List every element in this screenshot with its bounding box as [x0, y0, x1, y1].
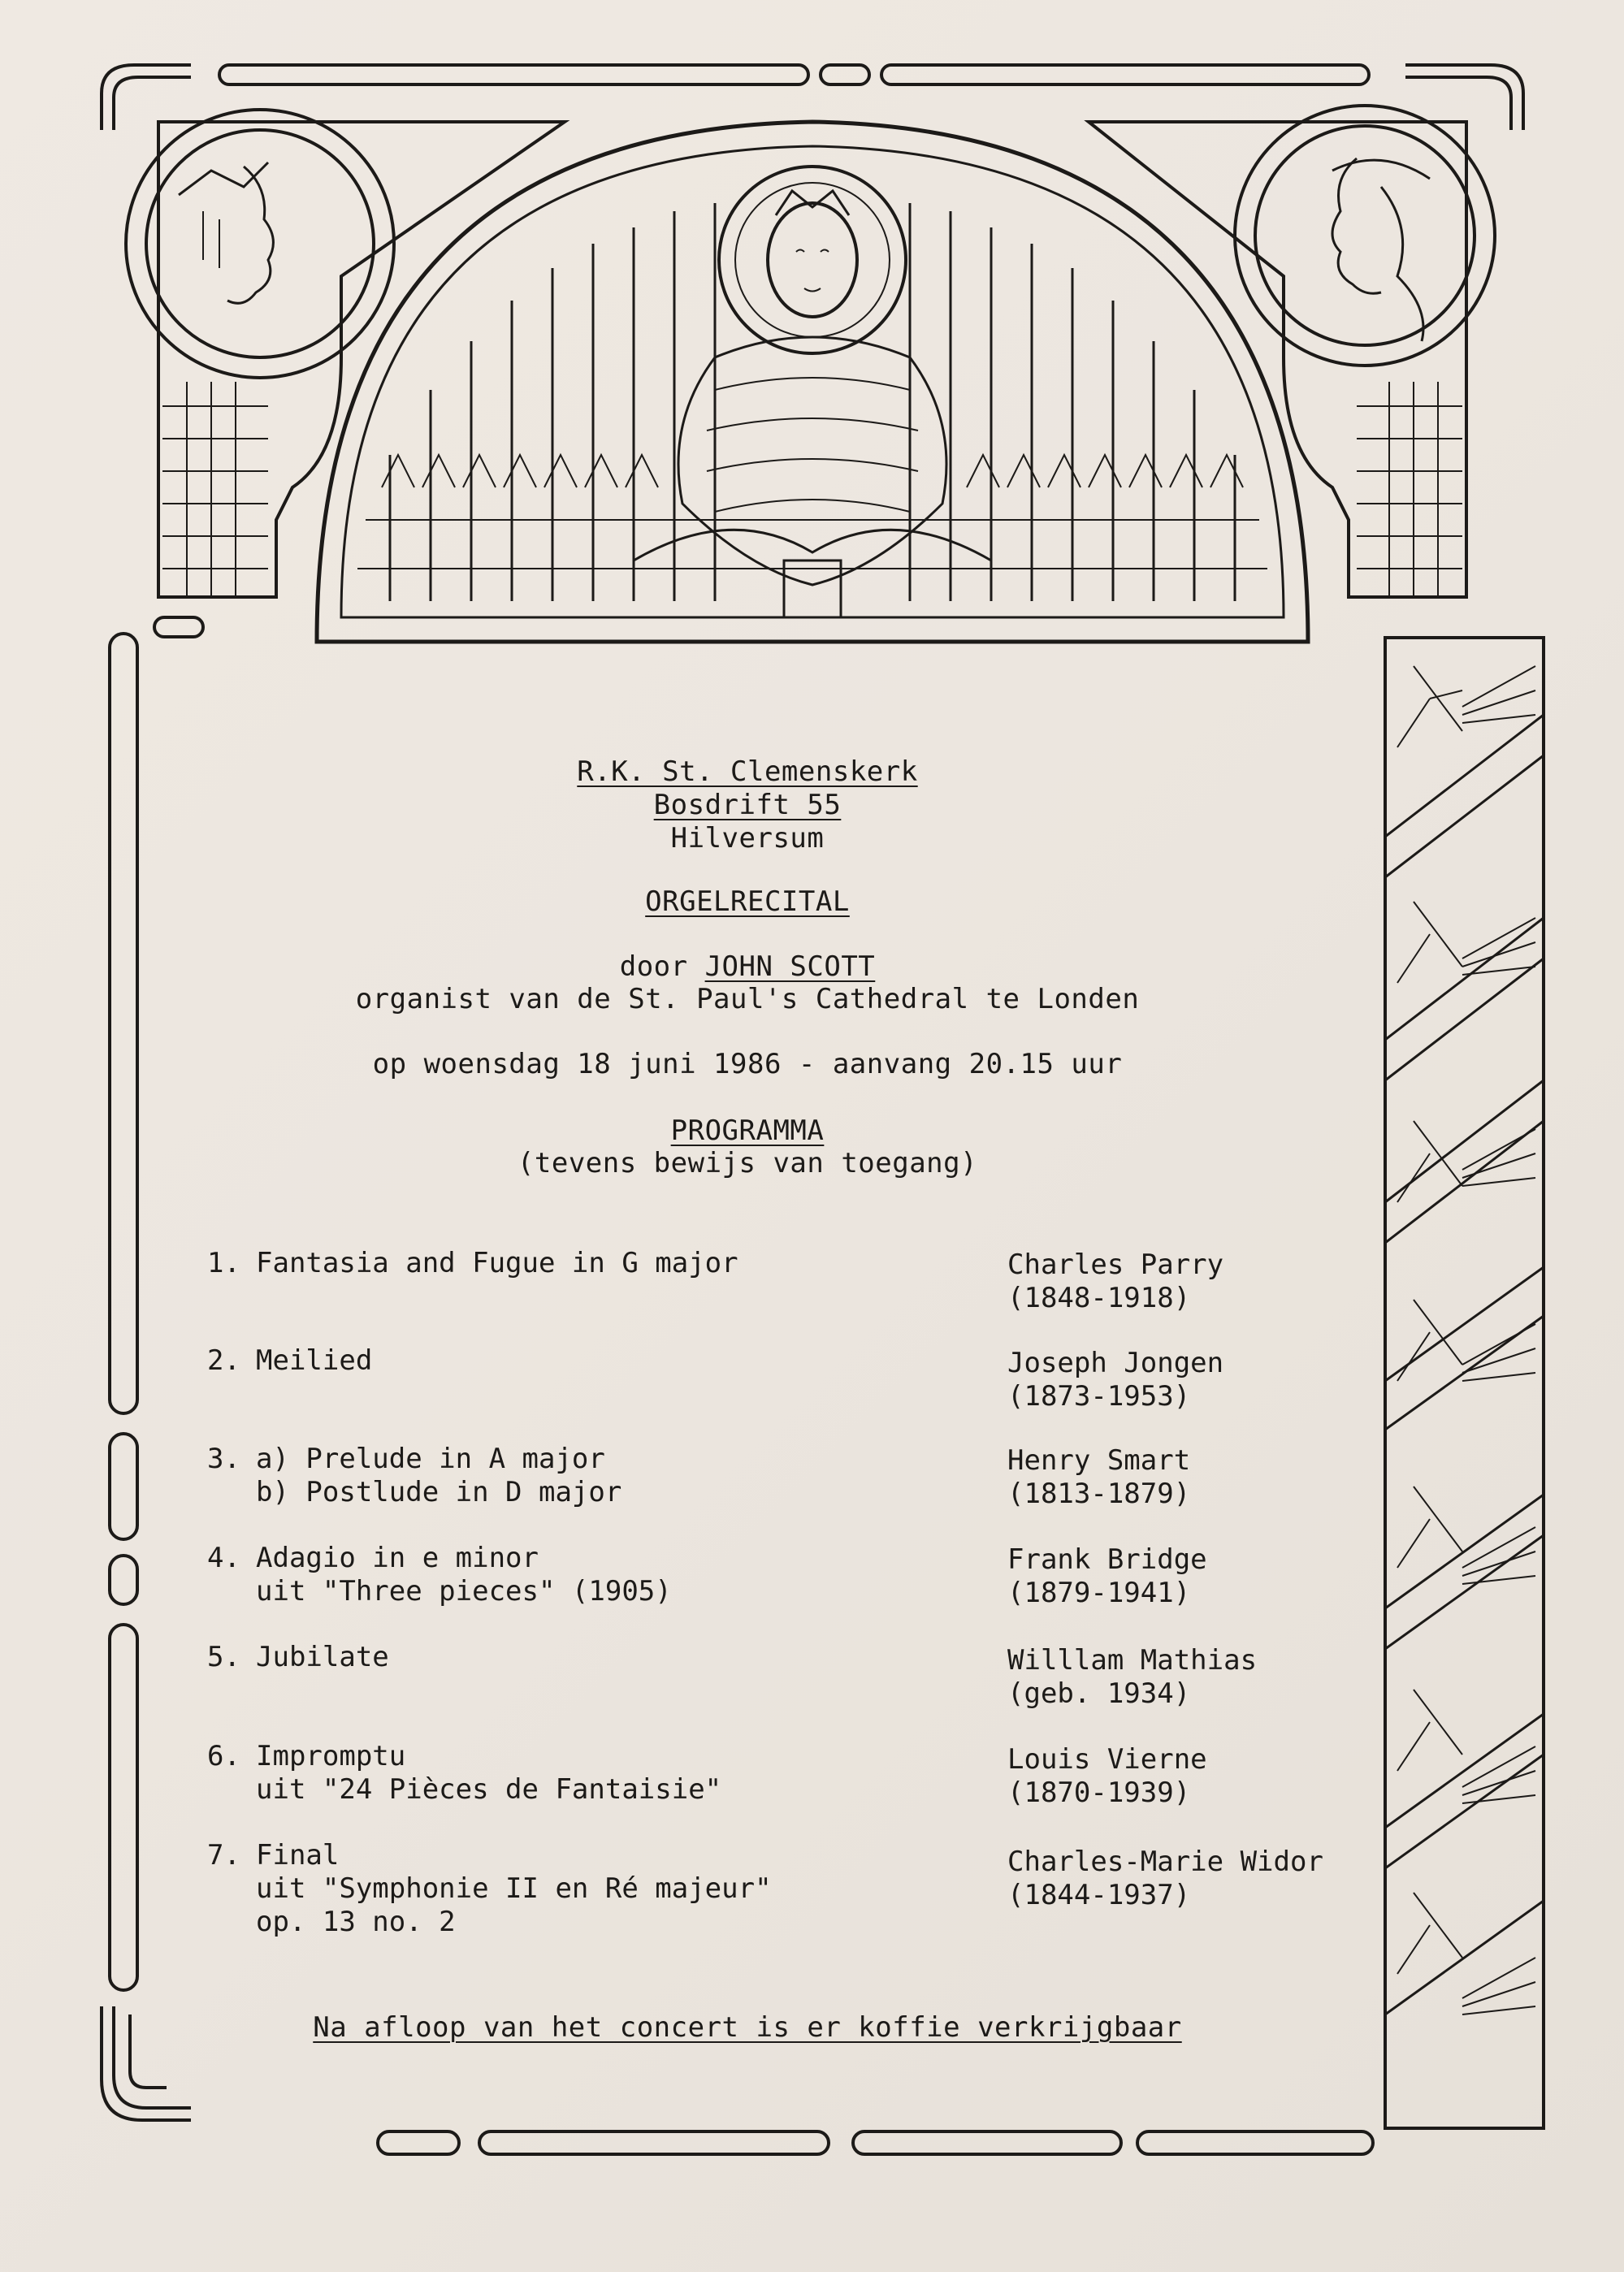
church-street: Bosdrift 55 — [653, 789, 842, 821]
footer-note: Na afloop van het concert is er koffie verkrijgbaar — [313, 2011, 1182, 2044]
program-subheading: (tevens bewijs van toegang) — [517, 1147, 978, 1179]
performer-line — [0, 950, 1495, 983]
item-composer: Frank Bridge (1879-1941) — [1007, 1543, 1207, 1609]
left-medallion-panel — [126, 110, 565, 597]
item-composer: Louis Vierne (1870-1939) — [1007, 1743, 1207, 1809]
item-number: 1. — [207, 1247, 240, 1279]
performer-name: JOHN SCOTT — [704, 950, 876, 983]
item-number: 2. — [207, 1344, 240, 1377]
performer-prefix: door — [619, 950, 705, 983]
item-number: 4. — [207, 1542, 240, 1574]
bottom-border — [378, 2131, 1373, 2154]
item-work: a) Prelude in A major b) Postlude in D major — [256, 1443, 622, 1508]
item-number: 7. — [207, 1839, 240, 1872]
item-composer: Charles-Marie Widor (1844-1937) — [1007, 1846, 1323, 1911]
item-work: Meilied — [256, 1344, 373, 1377]
date-line: op woensdag 18 juni 1986 - aanvang 20.15 uur — [372, 1048, 1123, 1080]
program-heading: PROGRAMMA — [670, 1114, 825, 1147]
right-floral-border — [1385, 638, 1544, 2128]
item-number: 5. — [207, 1641, 240, 1673]
church-name: R.K. St. Clemenskerk — [577, 755, 918, 788]
item-composer: Joseph Jongen (1873-1953) — [1007, 1347, 1224, 1413]
item-work: Final uit "Symphonie II en Ré majeur" op. 13 no. 2 — [256, 1839, 772, 1938]
right-medallion-panel — [1089, 106, 1495, 597]
item-number: 6. — [207, 1740, 240, 1772]
item-work: Fantasia and Fugue in G major — [256, 1247, 738, 1279]
organ-arch — [317, 122, 1308, 642]
performer-role: organist van de St. Paul's Cathedral te Londen — [355, 983, 1140, 1015]
item-work: Adagio in e minor uit "Three pieces" (1905) — [256, 1542, 672, 1608]
item-work: Jubilate — [256, 1641, 389, 1673]
item-composer: Charles Parry (1848-1918) — [1007, 1249, 1224, 1314]
item-work: Impromptu uit "24 Pièces de Fantaisie" — [256, 1740, 722, 1806]
item-composer: Henry Smart (1813-1879) — [1007, 1444, 1191, 1510]
item-number: 3. — [207, 1443, 240, 1475]
item-composer: Willlam Mathias (geb. 1934) — [1007, 1644, 1258, 1710]
church-city: Hilversum — [670, 822, 825, 855]
recital-title: ORGELRECITAL — [645, 885, 850, 918]
